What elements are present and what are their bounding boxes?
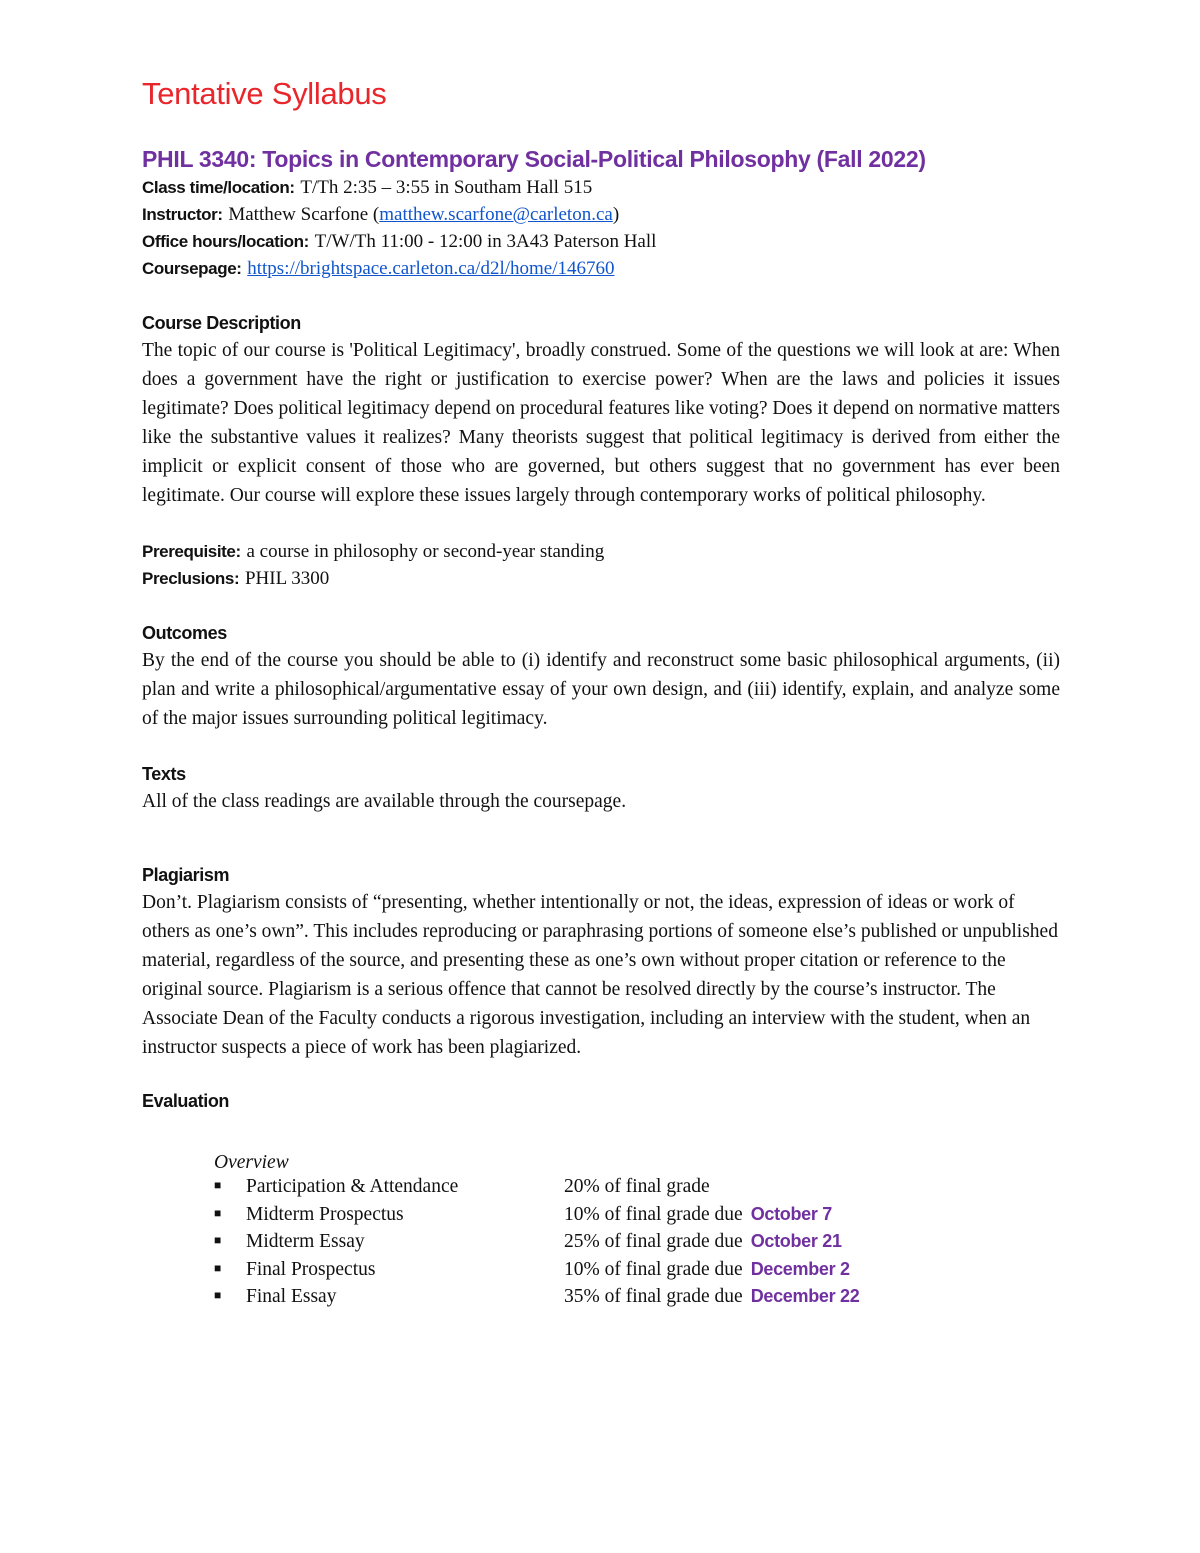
evaluation-overview — [214, 1150, 1060, 1314]
office-hours-label: Office hours/location: — [142, 232, 309, 251]
evaluation-item-weight: 10% of final grade due — [564, 1258, 743, 1280]
coursepage-link[interactable]: https://brightspace.carleton.ca/d2l/home/146760 — [247, 258, 615, 279]
outcomes-heading: Outcomes — [142, 623, 227, 643]
prerequisite-value: a course in philosophy or second-year standing — [246, 541, 605, 562]
evaluation-heading: Evaluation — [142, 1091, 230, 1111]
course-description-heading: Course Description — [142, 313, 301, 333]
square-bullet-icon: ■ — [214, 1205, 222, 1220]
evaluation-item — [214, 1204, 1060, 1232]
office-hours-line — [142, 228, 1060, 255]
square-bullet-icon: ■ — [214, 1260, 222, 1275]
overview-label: Overview — [214, 1152, 289, 1173]
evaluation-item-name: Midterm Essay — [246, 1231, 365, 1252]
course-title: PHIL 3340: Topics in Contemporary Social-Political Philosophy (Fall 2022) — [142, 146, 926, 172]
class-time-label: Class time/location: — [142, 178, 295, 197]
preclusions-line — [142, 565, 1060, 592]
instructor-label: Instructor: — [142, 205, 223, 224]
instructor-email-link[interactable]: matthew.scarfone@carleton.ca — [379, 204, 613, 225]
coursepage-label: Coursepage: — [142, 259, 242, 278]
class-time-line — [142, 174, 1060, 201]
evaluation-item-weight: 10% of final grade due — [564, 1203, 743, 1225]
office-hours-value: T/W/Th 11:00 - 12:00 in 3A43 Paterson Hall — [314, 231, 657, 252]
evaluation-item — [214, 1176, 1060, 1204]
class-time-value: T/Th 2:35 – 3:55 in Southam Hall 515 — [300, 177, 593, 198]
instructor-close-paren: ) — [612, 204, 620, 225]
course-description-text: The topic of our course is 'Political Legitimacy', broadly construed. Some of the questions we will look at are: When does a government have the right or justification to exercise power? When are the laws and policies it issues legitimate? Does political legitimacy depend on procedural features like voting? Does it depend on normative matters like the substantive values it realizes? Many theorists suggest that political legitimacy is derived from either the implicit or explicit consent of those who are governed, but others suggest that no government has ever been legitimate. Our course will explore these issues largely through contemporary works of political philosophy. — [142, 340, 1060, 506]
document-title: Tentative Syllabus — [142, 76, 387, 111]
preclusions-label: Preclusions: — [142, 569, 240, 588]
plagiarism-heading: Plagiarism — [142, 865, 230, 885]
square-bullet-icon: ■ — [214, 1233, 222, 1247]
evaluation-item-weight: 35% of final grade due — [564, 1286, 743, 1307]
evaluation-item-due: December 2 — [750, 1258, 850, 1279]
evaluation-item-name: Participation & Attendance — [246, 1176, 459, 1197]
evaluation-item — [214, 1231, 1060, 1259]
outcomes-text: By the end of the course you should be able to (i) identify and reconstruct some basic philosophical arguments, (ii) plan and write a philosophical/argumentative essay of your own design, and (iii) identify, explain, and analyze some of the major issues surrounding political legitimacy. — [142, 650, 1060, 729]
evaluation-item-weight: 20% of final grade — [564, 1176, 710, 1197]
evaluation-item-weight: 25% of final grade due — [564, 1231, 743, 1252]
prerequisite-label: Prerequisite: — [142, 542, 241, 561]
instructor-name: Matthew Scarfone ( — [228, 204, 380, 225]
prerequisite-line — [142, 538, 1060, 565]
evaluation-item-due: December 22 — [750, 1286, 860, 1306]
evaluation-item — [214, 1286, 1060, 1314]
evaluation-list — [214, 1176, 1060, 1314]
square-bullet-icon: ■ — [214, 1288, 222, 1302]
instructor-line — [142, 201, 1060, 228]
evaluation-item-due: October 7 — [750, 1203, 833, 1224]
square-bullet-icon: ■ — [214, 1178, 222, 1192]
texts-text: All of the class readings are available through the coursepage. — [142, 791, 627, 812]
syllabus-page — [142, 74, 1060, 1314]
evaluation-item-name: Final Essay — [246, 1286, 337, 1307]
evaluation-item-name: Final Prospectus — [246, 1258, 376, 1280]
preclusions-value: PHIL 3300 — [244, 568, 330, 589]
evaluation-item — [214, 1259, 1060, 1287]
coursepage-line — [142, 255, 1060, 282]
plagiarism-text: Don’t. Plagiarism consists of “presenting, whether intentionally or not, the ideas, expression of ideas or work of others as one’s own”. This includes reproducing or paraphrasing portions of someone else’s published or unpublished material, regardless of the source, and presenting these as one’s own without proper citation or reference to the original source. Plagiarism is a serious offence that cannot be resolved directly by the course’s instructor. The Associate Dean of the Faculty conducts a rigorous investigation, including an interview with the student, when an instructor suspects a piece of work has been plagiarized. — [142, 892, 1058, 1058]
texts-heading: Texts — [142, 764, 186, 784]
evaluation-item-due: October 21 — [750, 1231, 842, 1251]
evaluation-item-name: Midterm Prospectus — [246, 1203, 404, 1225]
